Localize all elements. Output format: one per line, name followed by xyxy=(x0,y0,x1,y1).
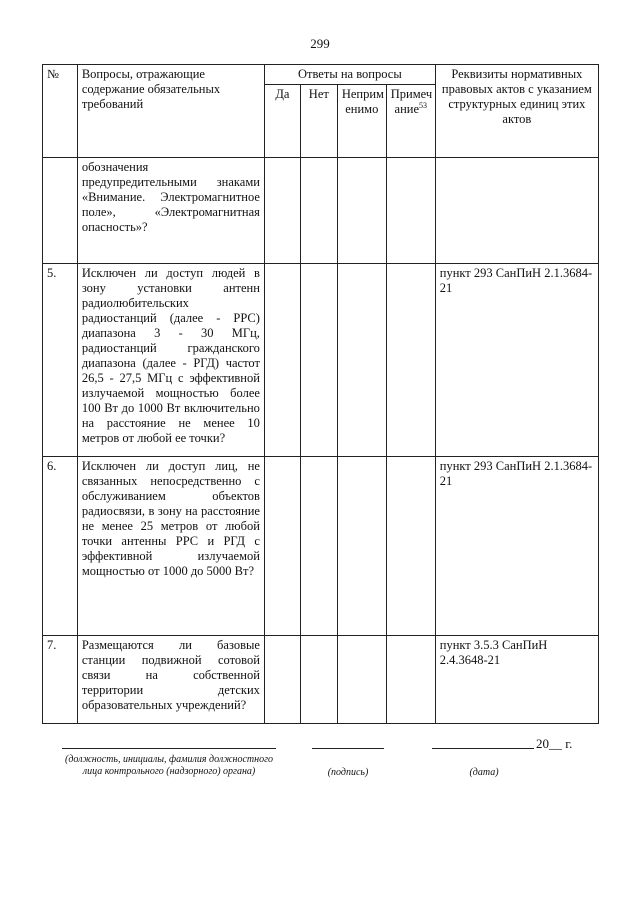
row-num: 7. xyxy=(43,636,78,724)
checklist-table xyxy=(42,64,599,724)
row-requisites: пункт 3.5.3 СанПиН 2.4.3648-21 xyxy=(435,636,598,724)
table-row xyxy=(43,636,599,724)
header-no: Нет xyxy=(300,85,337,158)
signature-caption: (подпись) xyxy=(327,767,369,778)
row-question: обозначения предупредительными знаками «Внимание. Электромагнитное поле», «Электромагнитная опасность»? xyxy=(77,158,264,264)
header-note xyxy=(386,85,435,158)
position-caption: (должность, инициалы, фамилия должностного лица контрольного (надзорного) органа) xyxy=(64,754,273,777)
answer-no-cell[interactable] xyxy=(300,636,337,724)
row-requisites: пункт 293 СанПиН 2.1.3684-21 xyxy=(435,457,598,636)
table-row xyxy=(43,158,599,264)
header-answers-group: Ответы на вопросы xyxy=(264,65,435,85)
answer-yes-cell[interactable] xyxy=(264,636,300,724)
header-yes: Да xyxy=(264,85,300,158)
table-row xyxy=(43,457,599,636)
answer-yes-cell[interactable] xyxy=(264,264,300,457)
answer-no-cell[interactable] xyxy=(300,158,337,264)
header-requisites: Реквизиты нормативных правовых актов с указанием структурных единиц этих актов xyxy=(435,65,598,158)
row-num xyxy=(43,158,78,264)
row-requisites xyxy=(435,158,598,264)
row-question: Исключен ли доступ лиц, не связанных непосредственно с обслуживанием объектов радиосвязи, в зону на расстояние не менее 25 метров от любой точки антенны РРС и РГД с эффективной излучаемой мощностью от 1000 до 5000 Вт? xyxy=(77,457,264,636)
date-caption: (дата) xyxy=(469,767,499,778)
signature-line[interactable] xyxy=(312,748,384,749)
header-not-applicable: Неприм енимо xyxy=(337,85,386,158)
year-text: 20__ г. xyxy=(536,736,573,751)
answer-yes-cell[interactable] xyxy=(264,457,300,636)
header-question: Вопросы, отражающие содержание обязательных требований xyxy=(77,65,264,158)
answer-not-applicable-cell[interactable] xyxy=(337,457,386,636)
header-note-footnote: 53 xyxy=(419,100,427,110)
answer-note-cell[interactable] xyxy=(386,158,435,264)
answer-no-cell[interactable] xyxy=(300,264,337,457)
answer-no-cell[interactable] xyxy=(300,457,337,636)
answer-not-applicable-cell[interactable] xyxy=(337,264,386,457)
table-row xyxy=(43,264,599,457)
page-number: 299 xyxy=(310,36,330,51)
header-num: № xyxy=(43,65,78,158)
date-line[interactable] xyxy=(432,748,534,749)
answer-not-applicable-cell[interactable] xyxy=(337,158,386,264)
answer-note-cell[interactable] xyxy=(386,636,435,724)
row-question: Исключен ли доступ людей в зону установки антенн радиолюбительских радиостанций (далее - РРС) диапазона 3 - 30 МГц, радиостанций гражданского диапазона (далее - РГД) частот 26,5 - 27,5 МГц с эффективной излучаемой мощностью более 100 Вт до 1000 Вт включительно на расстояние не менее 10 метров от любой ее точки? xyxy=(77,264,264,457)
header-note-label: Примеч ание xyxy=(390,87,433,116)
answer-note-cell[interactable] xyxy=(386,457,435,636)
answer-not-applicable-cell[interactable] xyxy=(337,636,386,724)
row-question: Размещаются ли базовые станции подвижной сотовой связи на собственной территории детских образовательных учреждений? xyxy=(77,636,264,724)
row-num: 6. xyxy=(43,457,78,636)
row-num: 5. xyxy=(43,264,78,457)
answer-note-cell[interactable] xyxy=(386,264,435,457)
answer-yes-cell[interactable] xyxy=(264,158,300,264)
position-line[interactable] xyxy=(62,748,276,749)
row-requisites: пункт 293 СанПиН 2.1.3684-21 xyxy=(435,264,598,457)
